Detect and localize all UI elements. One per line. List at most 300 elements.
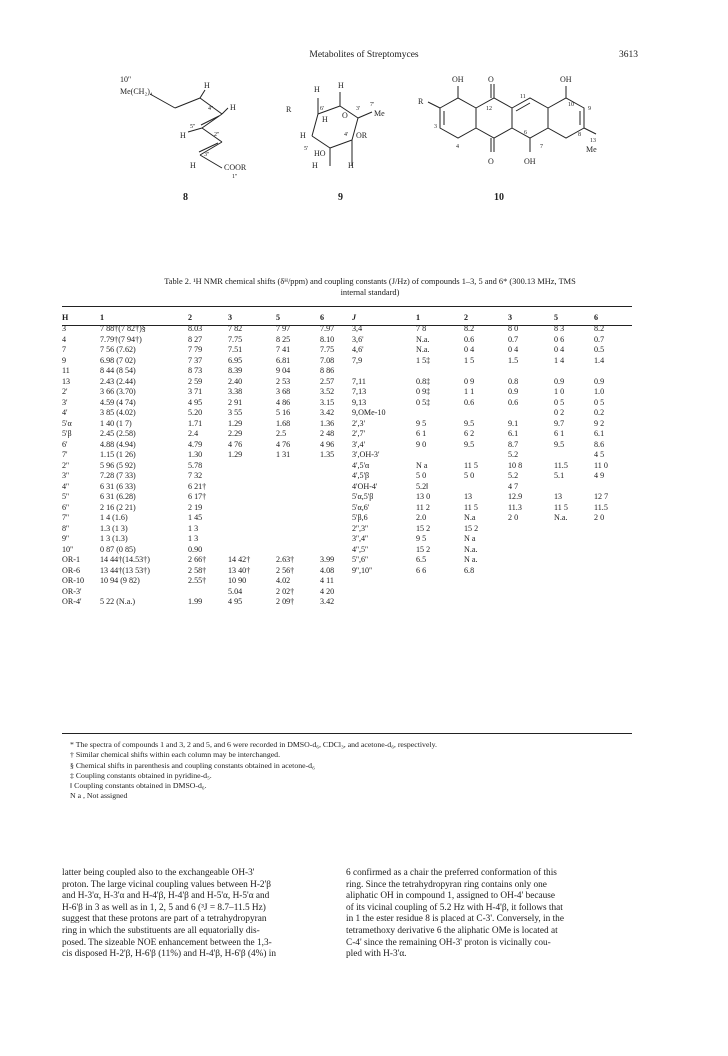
text-line: suggest that these protons are part of a tetrahydropyran <box>62 914 267 925</box>
s9-text: H <box>300 131 306 140</box>
table-cell: 8'' <box>62 523 69 533</box>
table-cell: 13 0 <box>416 492 431 501</box>
table-cell <box>320 461 352 472</box>
s10-text: OH <box>560 75 572 84</box>
table-cell: 4' <box>62 408 68 417</box>
text-line: C-4' since the remaining OH-3' proton is vicinally cou- <box>346 937 551 948</box>
caption-line: Table 2. ¹H NMR chemical shifts (δᴴ/ppm) and coupling constants (J/Hz) of compounds 1–3, 5 and 6* (300.13 MHz, TMS <box>164 277 576 286</box>
table-cell <box>228 461 276 472</box>
s10-text: 6 <box>524 130 527 136</box>
table-row <box>62 366 632 377</box>
table-cell <box>416 597 464 608</box>
text-line: in 1 the ester residue 8 is placed at C-3'. Conversely, in the <box>346 914 564 925</box>
table-cell <box>276 545 320 556</box>
table-cell: 7,13 <box>352 387 367 396</box>
table-cell: 10 94 (9 82) <box>100 576 140 585</box>
table-cell <box>228 524 276 535</box>
table-cell: 6.95 <box>228 355 243 365</box>
table-cell <box>594 555 632 566</box>
table-cell <box>416 587 464 598</box>
table-cell <box>228 534 276 545</box>
table-cell: 4,6' <box>352 345 364 354</box>
table-cell: 1.29 <box>228 418 243 428</box>
table-cell: 1 45 <box>188 513 203 522</box>
table-cell <box>464 408 508 419</box>
table-cell: 6 21† <box>188 481 207 491</box>
table-cell: 7 41 <box>276 345 291 354</box>
table-cell: 2'',3'' <box>352 523 368 533</box>
table-cell: 0.2 <box>594 408 605 417</box>
column-header: 3 <box>228 312 233 322</box>
table-cell: 5.2 <box>508 450 519 459</box>
table-cell: OR-10 <box>62 576 85 585</box>
table-cell: 1 3 (1.3) <box>100 534 128 543</box>
table-cell: 6.98 (7 02) <box>100 355 136 365</box>
table-cell: 0.8 <box>508 376 519 386</box>
table-row <box>62 324 632 335</box>
s10-text: OH <box>452 75 464 84</box>
table-cell: 2.40 <box>228 376 243 386</box>
table-cell: 10 90 <box>228 576 247 585</box>
table-cell <box>594 482 632 493</box>
table-cell: 2',7' <box>352 429 366 438</box>
table-cell: 2'' <box>62 460 69 470</box>
table-cell: 1.68 <box>276 418 291 428</box>
table-cell: 6.81 <box>276 355 291 365</box>
table-cell: 7'' <box>62 513 69 522</box>
table-row <box>62 419 632 430</box>
table-cell: 3.15 <box>320 397 335 407</box>
s10-text: 10 <box>568 102 574 108</box>
table-cell: 4 76 <box>276 439 291 449</box>
table-cell: 8.6 <box>594 439 605 449</box>
table-cell: 1.3 (1 3) <box>100 523 128 533</box>
table-cell: 8 86 <box>320 366 335 375</box>
table-cell <box>228 503 276 514</box>
table-row <box>62 345 632 356</box>
table-cell: 15 2 <box>464 523 479 533</box>
table-cell: 5'α <box>62 418 72 428</box>
text-line: ring in which the substituents are all equatorially dis- <box>62 925 260 936</box>
table-cell: 12 7 <box>594 492 609 501</box>
table-cell: 1.36 <box>320 418 335 428</box>
structure-10 <box>428 84 596 152</box>
column-header: 2 <box>188 312 193 322</box>
table-cell <box>508 597 554 608</box>
table-cell <box>594 597 632 608</box>
table-cell <box>320 503 352 514</box>
table-cell <box>508 408 554 419</box>
s9-text: 7' <box>370 102 375 108</box>
table-cell: 7.51 <box>228 345 243 354</box>
table-cell: 4 76 <box>228 439 243 449</box>
table-cell: 14 42† <box>228 555 251 564</box>
s8-text: H <box>180 131 186 140</box>
table-row <box>62 387 632 398</box>
s8-text: H <box>230 103 236 112</box>
table-cell <box>352 576 416 587</box>
table-cell: 11 5 <box>464 460 478 470</box>
table-row <box>62 492 632 503</box>
table-cell: 4'OH-4' <box>352 481 378 491</box>
table-cell: 9,OMe-10 <box>352 408 386 417</box>
text-line: aliphatic OH in compound 1, assigned to OH-4' because <box>346 891 555 902</box>
table-cell: 0 9 <box>464 376 475 386</box>
table-cell: 3.38 <box>228 387 243 396</box>
text-line: cis disposed H-2'β, H-6'β (11%) and H-4'β, H-6'β (4%) in <box>62 949 277 960</box>
table-cell: 3 <box>62 324 67 333</box>
table-cell: 1.29 <box>228 450 243 459</box>
s10-text: O <box>488 75 494 84</box>
table-cell <box>508 566 554 577</box>
s10-text: 7 <box>540 144 543 150</box>
table-cell: N a <box>416 460 428 470</box>
text-line: proton. The large vicinal coupling values between H-2'β <box>62 879 271 890</box>
table-cell <box>276 513 320 524</box>
table-cell: 0.6 <box>508 397 519 407</box>
table-cell <box>276 471 320 482</box>
table-cell: 5 22 (N.a.) <box>100 597 136 606</box>
table-cell: 2 56† <box>276 565 295 575</box>
table-cell: 6' <box>62 439 68 449</box>
table-cell: 2 0 <box>594 513 605 522</box>
table-cell: 2.55† <box>188 576 207 585</box>
table-cell: 7 32 <box>188 471 203 480</box>
s10-text: 9 <box>588 106 591 112</box>
table-cell: 4.79 <box>188 439 203 449</box>
s10-text: 12 <box>486 106 492 112</box>
table-cell: 2.4 <box>188 429 199 438</box>
table-cell: 11 <box>62 366 70 375</box>
table-cell <box>276 492 320 503</box>
table-cell: 3,6' <box>352 334 364 344</box>
table-cell: 7 56 (7.62) <box>100 345 136 354</box>
table-cell: 0 2 <box>554 408 565 417</box>
table-cell: 9'' <box>62 534 69 543</box>
column-header: 2 <box>464 312 469 322</box>
column-header: 5 <box>554 312 559 322</box>
table-cell: 6 31 (6 33) <box>100 481 136 491</box>
table-cell: OR-3' <box>62 586 82 596</box>
structure-9-label: 9 <box>338 192 343 203</box>
table-cell: 2.45 (2.58) <box>100 429 136 438</box>
table-cell <box>464 482 508 493</box>
table-cell: 6.8 <box>464 565 475 575</box>
table-cell: 11.5 <box>554 460 568 470</box>
table-cell: 8.03 <box>188 324 203 333</box>
table-cell: 6 6 <box>416 565 427 575</box>
table-cell: 5.2‖ <box>416 481 429 491</box>
table-cell <box>594 587 632 598</box>
column-header: 3 <box>508 312 513 322</box>
table-cell: 4',5'α <box>352 460 370 470</box>
s8-text: COOR <box>224 163 247 172</box>
table-cell <box>594 534 632 545</box>
table-cell: 2 09† <box>276 597 295 606</box>
table-bottom-rule <box>62 733 632 734</box>
table-cell: 6 1 <box>554 429 565 438</box>
table-cell: 5.20 <box>188 408 203 417</box>
table-cell <box>320 492 352 503</box>
table-row <box>62 461 632 472</box>
table-cell: 0.7 <box>594 334 605 344</box>
table-cell: 7 79 <box>188 345 203 354</box>
table-cell: 9 0 <box>416 439 427 449</box>
table-cell: 8 3 <box>554 324 565 333</box>
table-cell: 10'' <box>62 544 74 554</box>
table-cell <box>508 524 554 535</box>
s10-text: O <box>488 157 494 166</box>
table-row <box>62 398 632 409</box>
table-row <box>62 587 632 598</box>
table-cell <box>416 450 464 461</box>
table-cell: 3.42 <box>320 597 335 606</box>
table-cell: 10 8 <box>508 460 523 470</box>
text-line: latter being coupled also to the exchangeable OH-3' <box>62 868 255 878</box>
s8-text: 3'' <box>204 152 210 158</box>
table-cell: 2 02† <box>276 586 295 596</box>
table-cell: 15 2 <box>416 523 431 533</box>
structure-8 <box>150 90 228 168</box>
table-cell: 9 5 <box>416 418 427 428</box>
text-line: 6 confirmed as a chair the preferred conformation of this <box>346 868 557 878</box>
table-cell: 6.5 <box>416 555 427 564</box>
table-cell: 4 86 <box>276 397 291 407</box>
table-cell: N.a. <box>554 513 568 522</box>
table-cell: 2 66† <box>188 555 207 564</box>
table-cell: N a. <box>464 555 478 564</box>
table-cell: 7,9 <box>352 355 363 365</box>
table-cell: 0 87 (0 85) <box>100 544 136 554</box>
table-cell <box>554 524 594 535</box>
s10-text: OH <box>524 157 536 166</box>
table-cell: 1.30 <box>188 450 203 459</box>
s10-text: Me <box>586 145 597 154</box>
table-cell: 0 6 <box>554 334 565 344</box>
table-cell <box>464 450 508 461</box>
table-cell: 1 5 <box>464 355 475 365</box>
table-row <box>62 524 632 535</box>
table-cell: 0 4 <box>464 345 475 354</box>
table-cell: 1.5 <box>508 355 519 365</box>
table-cell <box>188 587 228 598</box>
table-row <box>62 566 632 577</box>
body-right-column <box>346 868 618 961</box>
table-footnotes <box>70 740 630 802</box>
table-cell: 4 9 <box>594 471 605 480</box>
table-cell: 8.10 <box>320 334 335 344</box>
footnote: ‖ Coupling constants obtained in DMSO-d₆. <box>70 781 207 791</box>
column-header: 6 <box>594 312 599 322</box>
table-cell: 4.88 (4.94) <box>100 439 136 449</box>
table-cell <box>320 524 352 535</box>
table-cell: 2 0 <box>508 513 519 522</box>
table-cell <box>554 597 594 608</box>
table-cell: 1 4 <box>554 355 565 365</box>
footnote: † Similar chemical shifts within each column may be interchanged. <box>70 750 281 760</box>
table-row <box>62 513 632 524</box>
table-cell: 13 44†(13 53†) <box>100 565 150 575</box>
table-cell: 1 5‡ <box>416 355 431 365</box>
table-cell: 4 <box>62 334 67 344</box>
s10-text: 8 <box>578 132 581 138</box>
table-cell: 2.57 <box>320 376 335 386</box>
table-cell: 14 44†(14.53†) <box>100 555 150 564</box>
s9-text: H <box>348 161 354 170</box>
table-cell: 9.5 <box>464 439 475 449</box>
table-cell <box>100 587 188 598</box>
table-cell: 5.78 <box>188 460 203 470</box>
table-cell: 13 40† <box>228 565 251 575</box>
column-header: 6 <box>320 312 325 322</box>
table-cell: N.a. <box>464 544 478 554</box>
table-cell <box>464 366 508 377</box>
table-row <box>62 450 632 461</box>
table-cell: 2 19 <box>188 502 203 512</box>
s8-text: Me(CH₂)₄ <box>120 87 153 96</box>
column-header: 1 <box>100 312 105 322</box>
table-cell: 8 44 (8 54) <box>100 366 136 375</box>
table-cell: 0 4 <box>508 345 519 354</box>
table-caption <box>90 276 650 298</box>
table-cell: 0.8‡ <box>416 376 431 386</box>
table-cell: 7 8 <box>416 324 427 333</box>
s9-text: 5' <box>304 146 309 152</box>
table-cell: 5'β <box>62 429 72 438</box>
text-line: and H-3'α, H-3'α and H-4'β, H-4'β and H-5'α, H-5'α and <box>62 891 270 902</box>
table-cell: 5.1 <box>554 471 565 480</box>
table-cell: 9 5 <box>416 534 427 543</box>
table-cell: 13 <box>62 376 71 386</box>
table-cell <box>508 534 554 545</box>
table-cell: 7 88†(7 82†)§ <box>100 324 146 333</box>
s10-text: 13 <box>590 138 596 144</box>
table-row <box>62 482 632 493</box>
table-cell: 11.5 <box>594 502 608 512</box>
table-cell: 6 31 (6.28) <box>100 492 136 501</box>
table-cell <box>320 471 352 482</box>
table-cell: 2 53 <box>276 376 291 386</box>
table-row <box>62 408 632 419</box>
text-line: ring. Since the tetrahydropyran ring contains only one <box>346 879 547 890</box>
table-cell <box>276 524 320 535</box>
table-cell: 7 97 <box>276 324 291 333</box>
table-cell: 8 0 <box>508 324 519 333</box>
s8-text: 2'' <box>214 132 220 138</box>
table-cell: 1 4 (1.6) <box>100 513 128 522</box>
table-cell: 1.15 (1 26) <box>100 450 136 459</box>
nmr-table <box>62 312 632 608</box>
table-cell <box>508 555 554 566</box>
table-cell <box>464 597 508 608</box>
table-cell: 8 25 <box>276 334 291 344</box>
s10-text: 3 <box>434 124 437 130</box>
table-cell: 9 2 <box>594 418 605 428</box>
table-cell: 3',4' <box>352 439 366 449</box>
table-cell <box>320 513 352 524</box>
footnote: * The spectra of compounds 1 and 3, 2 and 5, and 6 were recorded in DMSO-d₆, CDCl₃, and acetone-d₆, respectively. <box>70 740 437 749</box>
table-cell: 4.59 (4 74) <box>100 397 136 407</box>
table-cell: 0.5 <box>594 345 605 354</box>
s8-text: 10'' <box>120 75 131 84</box>
table-cell: 7 82 <box>228 324 243 333</box>
table-top-rule <box>62 306 632 307</box>
table-row <box>62 534 632 545</box>
table-header-row <box>62 312 632 324</box>
table-cell: 7 <box>62 345 67 354</box>
table-cell: 1.35 <box>320 450 335 459</box>
table-cell: 3' <box>62 397 68 407</box>
table-cell: 2.0 <box>416 513 427 522</box>
caption-line: internal standard) <box>340 288 400 297</box>
table-cell: 2' <box>62 387 68 396</box>
table-cell <box>554 534 594 545</box>
s9-text: H <box>312 161 318 170</box>
s9-text: HO <box>314 149 326 158</box>
table-cell: 6.1 <box>594 429 605 438</box>
table-cell: 5'α,6' <box>352 502 370 512</box>
table-cell <box>228 545 276 556</box>
table-cell: 11 0 <box>594 460 608 470</box>
table-cell: 8.7 <box>508 439 519 449</box>
table-cell: 5'' <box>62 492 69 501</box>
table-cell <box>594 576 632 587</box>
footnote: N a , Not assigned <box>70 791 128 801</box>
s8-text: 1'' <box>232 174 238 180</box>
table-cell: 0.7 <box>508 334 519 344</box>
table-cell <box>352 597 416 608</box>
table-cell: 5.2 <box>508 471 519 480</box>
table-cell: 9 04 <box>276 366 291 375</box>
table-cell <box>594 545 632 556</box>
s9-text: H <box>322 115 328 124</box>
table-row <box>62 335 632 346</box>
table-cell: 7.75 <box>228 334 243 344</box>
table-cell: 8.39 <box>228 366 243 375</box>
running-header <box>0 50 728 64</box>
column-header: J <box>352 312 357 322</box>
table-cell <box>352 587 416 598</box>
column-header: H <box>62 312 69 322</box>
table-cell: 3.99 <box>320 555 335 564</box>
table-cell <box>416 576 464 587</box>
s10-text: 4 <box>456 144 459 150</box>
table-cell <box>228 482 276 493</box>
table-cell: 9.7 <box>554 418 565 428</box>
table-cell: 7.28 (7 33) <box>100 471 136 480</box>
table-cell: 9.1 <box>508 418 519 428</box>
table-cell <box>320 482 352 493</box>
text-line: posed. The sizeable NOE enhancement between the 1,3- <box>62 937 272 948</box>
table-cell <box>228 513 276 524</box>
table-cell: 1.4 <box>594 355 605 365</box>
table-cell: 15 2 <box>416 544 431 554</box>
table-cell <box>594 566 632 577</box>
s9-text: H <box>338 81 344 90</box>
table-row <box>62 429 632 440</box>
table-cell: 2.63† <box>276 555 295 564</box>
table-cell: 3 66 (3.70) <box>100 387 136 396</box>
table-cell: 8 27 <box>188 334 203 344</box>
table-cell: 3 68 <box>276 387 291 396</box>
table-cell <box>554 366 594 377</box>
body-left-column <box>62 868 334 961</box>
table-cell: 4'' <box>62 481 69 491</box>
table-cell: 3.52 <box>320 387 335 396</box>
structure-10-label: 10 <box>494 192 504 203</box>
column-header: 5 <box>276 312 281 322</box>
table-cell <box>554 587 594 598</box>
